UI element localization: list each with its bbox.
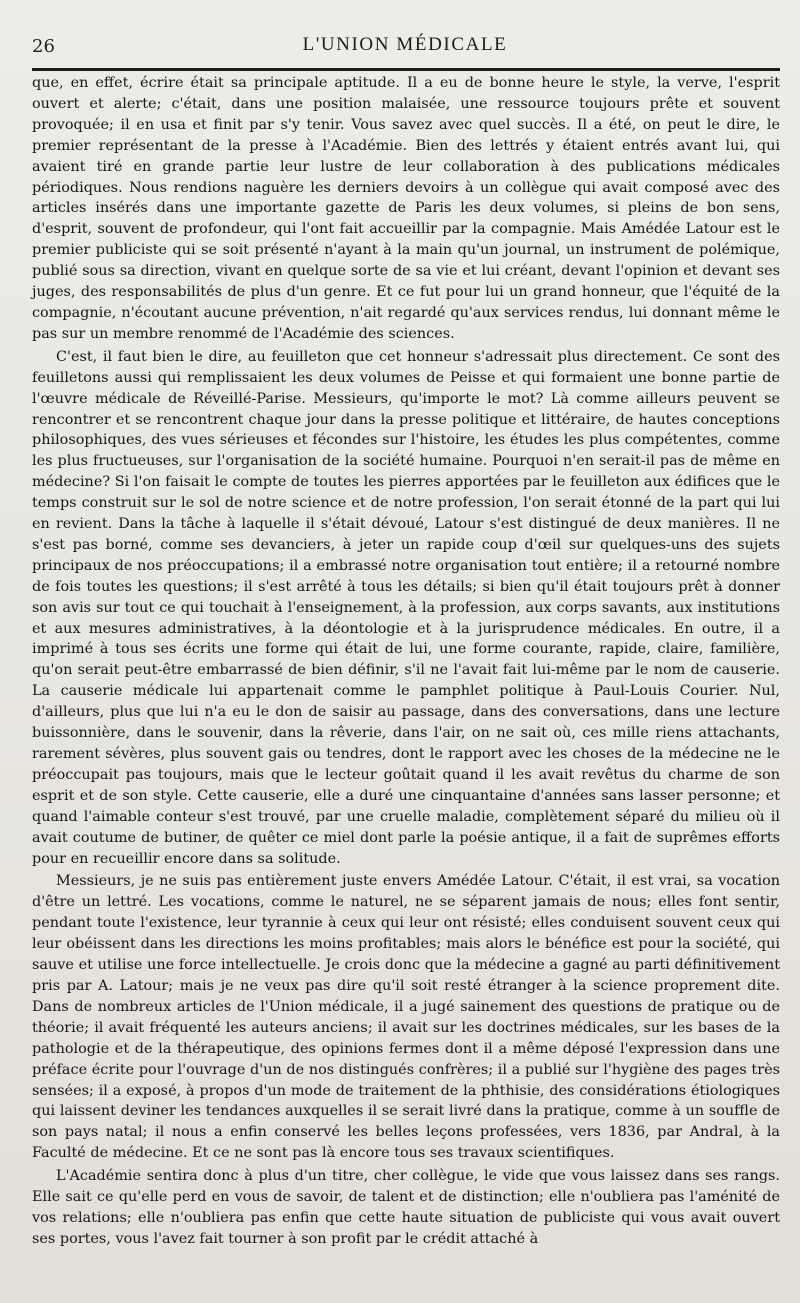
page-header bbox=[30, 26, 780, 60]
header-rule bbox=[32, 68, 780, 71]
body-text bbox=[32, 73, 780, 1250]
page-number: 26 bbox=[32, 36, 55, 57]
paragraph-2: C'est, il faut bien le dire, au feuilleton que cet honneur s'adressait plus directement. Ce sont des feuilletons aussi qui remplissaient les deux volumes de Peisse et qui formaient une bonne partie de l'œuvre médicale de Réveillé-Parise. Messieurs, qu'importe le mot? Là comme ailleurs peuvent se rencontrer et se rencontrent chaque jour dans la presse politique et littéraire, de hautes conceptions philosophiques, des vues sérieuses et fécondes sur l'histoire, les études les plus compétentes, comme les plus fructueuses, sur l'organisation de la société humaine. Pourquoi n'en serait-il pas de même en médecine? Si l'on faisait le compte de toutes les pierres apportées par le feuilleton aux édifices que le temps construit sur le sol de notre science et de notre profession, l'on serait étonné de la part qui lui en revient. Dans la tâche à laquelle il s'était dévoué, Latour s'est distingué de deux manières. Il ne s'est pas borné, comme ses devanciers, à jeter un rapide coup d'œil sur quelques-uns des sujets principaux de nos préoccupations; il a embrassé notre organisation tout entière; il a retourné nombre de fois toutes les questions; il s'est arrêté à tous les détails; si bien qu'il était toujours prêt à donner son avis sur tout ce qui touchait à l'enseignement, à la profession, aux corps savants, aux institutions et aux mesures administratives, à la déontologie et à la jurisprudence médicales. En outre, il a imprimé à tous ses écrits une forme qui était de lui, une forme courante, rapide, claire, familière, qu'on serait peut-être embarrassé de bien définir, s'il ne l'avait fait lui-même par le nom de causerie. La causerie médicale lui appartenait comme le pamphlet politique à Paul-Louis Courier. Nul, d'ailleurs, plus que lui n'a eu le don de saisir au passage, dans des conversations, dans une lecture buissonnière, dans le souvenir, dans la rêverie, dans l'air, on ne sait où, ces mille riens attachants, rarement sévères, plus souvent gais ou tendres, dont le rapport avec les choses de la médecine ne le préoccupait pas toujours, mais que le lecteur goûtait quand il les avait revêtus du charme de son esprit et de son style. Cette causerie, elle a duré une cinquantaine d'années sans lasser personne; et quand l'aimable conteur s'est trouvé, par une cruelle maladie, complètement séparé du milieu où il avait coutume de butiner, de quêter ce miel dont parle la poésie antique, il a fait de suprêmes efforts pour en recueillir encore dans sa solitude. bbox=[32, 348, 780, 867]
paragraph-1: que, en effet, écrire était sa principale aptitude. Il a eu de bonne heure le style, la verve, l'esprit ouvert et alerte; c'était, dans une position malaisée, une ressource toujours prête et souvent provoquée; il en usa et finit par s'y tenir. Vous savez avec quel succès. Il a été, on peut le dire, le premier représentant de la presse à l'Académie. Bien des lettrés y étaient entrés avant lui, qui avaient tiré en grande partie leur lustre de leur collaboration à des publications médicales périodiques. Nous rendions naguère les derniers devoirs à un collègue qui avait composé avec des articles insérés dans une importante gazette de Paris les deux volumes, si pleins de bon sens, d'esprit, souvent de profondeur, qui l'ont fait accueillir par la compagnie. Mais Amédée Latour est le premier publiciste qui se soit présenté n'ayant à la main qu'un journal, un instrument de polémique, publié sous sa direction, vivant en quelque sorte de sa vie et lui créant, devant l'opinion et devant ses juges, des responsabilités de plus d'un genre. Et ce fut pour lui un grand honneur, que l'équité de la compagnie, n'écoutant aucune prévention, n'ait regardé qu'aux services rendus, lui donnant même le pas sur un membre renommé de l'Académie des sciences. bbox=[32, 75, 780, 342]
paragraph-3: Messieurs, je ne suis pas entièrement juste envers Amédée Latour. C'était, il est vrai, sa vocation d'être un lettré. Les vocations, comme le naturel, ne se séparent jamais de nous; elles font sentir, pendant toute l'existence, leur tyrannie à ceux qui leur ont résisté; elles conduisent souvent ceux qui leur obéissent dans les directions les moins profitables; mais alors le bénéfice est pour la société, qui sauve et utilise une force intellectuelle. Je crois donc que la médecine a gagné au parti définitivement pris par A. Latour; mais je ne veux pas dire qu'il soit resté étranger à la science proprement dite. Dans de nombreux articles de l'Union médicale, il a jugé sainement des questions de pratique ou de théorie; il avait fréquenté les auteurs anciens; il avait sur les doctrines médicales, sur les bases de la pathologie et de la thérapeutique, des opinions fermes dont il a même déposé l'expression dans une préface écrite pour l'ouvrage d'un de nos distingués confrères; il a publié sur l'hygiène des pages très sensées; il a exposé, à propos d'un mode de traitement de la phthisie, des considérations étiologiques qui laissent deviner les tendances auxquelles il se serait livré dans la pratique, comme à un souffle de son pays natal; il nous a enfin conservé les belles leçons professées, vers 1836, par Andral, à la Faculté de médecine. Et ce ne sont pas là encore tous ses travaux scientifiques. bbox=[32, 873, 780, 1162]
paragraph-4: L'Académie sentira donc à plus d'un titre, cher collègue, le vide que vous laissez dans ses rangs. Elle sait ce qu'elle perd en vous de savoir, de talent et de distinction; elle n'oubliera pas l'aménité de vos relations; elle n'oubliera pas enfin que cette haute situation de publiciste qui vous avait ouvert ses portes, vous l'avez fait tourner à son profit par le crédit attaché à bbox=[32, 1168, 780, 1247]
running-title: L'UNION MÉDICALE bbox=[302, 34, 508, 55]
